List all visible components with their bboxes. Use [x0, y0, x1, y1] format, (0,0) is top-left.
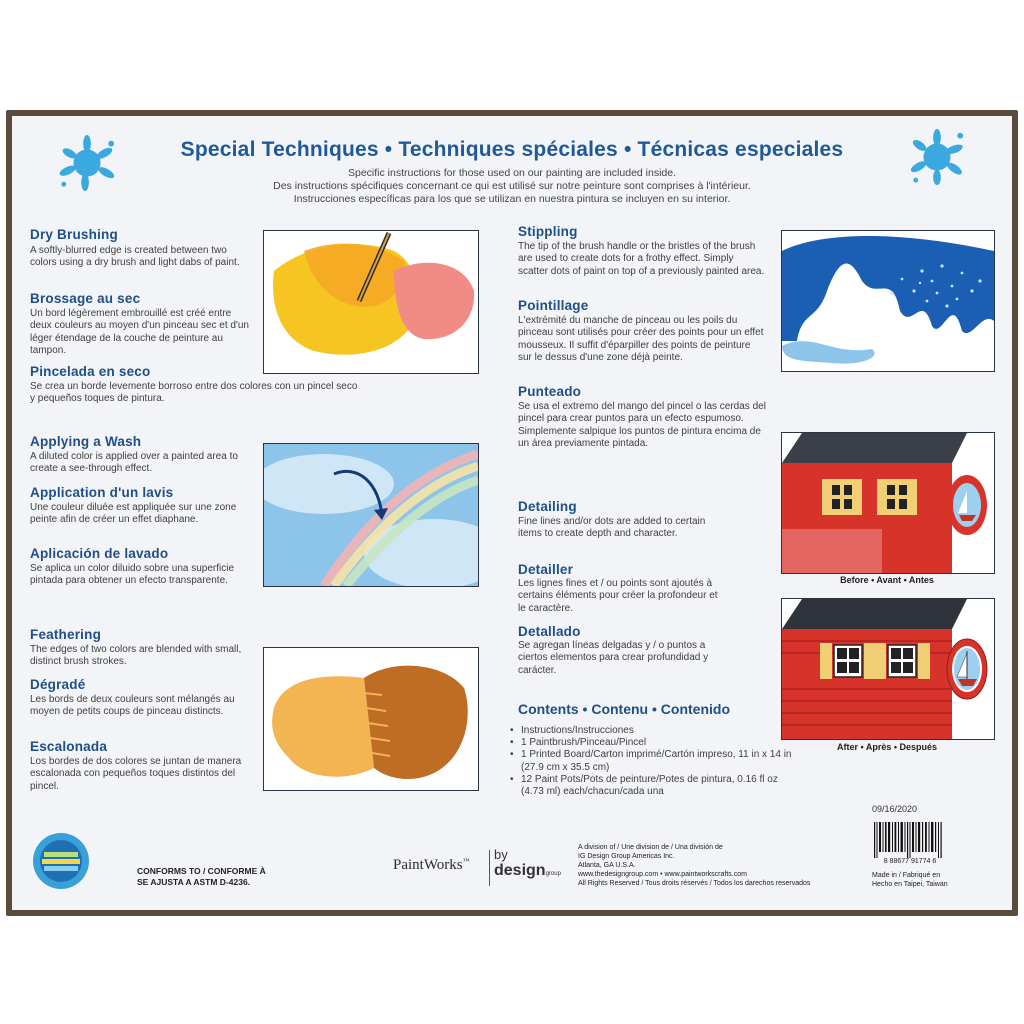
contents-heading: Contents • Contenu • Contenido — [518, 701, 730, 717]
pointillage-heading: Pointillage — [518, 298, 589, 313]
barcode — [872, 822, 944, 858]
page-title: Special Techniques • Techniques spéciales • Técnicas especiales — [180, 138, 844, 161]
feathering-heading: Feathering — [30, 627, 102, 642]
subtitle-fr: Des instructions spécifiques concernant ce qui est utilisé sur notre peinture sont comprises à l'intérieur. — [273, 180, 751, 192]
stippling-text: The tip of the brush handle or the bristles of the brush are used to create dots for a frothy effect. Simply scatter dots of paint on top of a previously painted area. — [518, 241, 765, 277]
language-badge-icon — [32, 832, 90, 890]
punteado-heading: Punteado — [518, 384, 582, 399]
brossage-heading: Brossage au sec — [30, 291, 141, 306]
lavis-text: Une couleur diluée est appliquée sur une zone peinte afin de créer un effet diaphane. — [30, 502, 237, 526]
dry-brushing-heading: Dry Brushing — [30, 227, 118, 242]
caption-before: Before • Avant • Antes — [840, 575, 934, 585]
wash-illustration — [263, 443, 479, 587]
detailler-text: Les lignes fines et / ou points sont ajoutés à certains éléments pour créer la profondeur et le caractère. — [518, 578, 718, 614]
dry-brushing-text: A softly-blurred edge is created between two colors using a dry brush and light dabs of paint. — [30, 245, 240, 269]
design-group-word: group — [545, 871, 561, 877]
wash-text: A diluted color is applied over a painted area to create a see-through effect. — [30, 451, 238, 475]
detailing-heading: Detailing — [518, 499, 577, 514]
detailing-text: Fine lines and/or dots are added to certain items to create depth and character. — [518, 516, 706, 540]
feathering-text: The edges of two colors are blended with small, distinct brush strokes. — [30, 644, 242, 668]
subtitle-es: Instrucciones específicas para los que se utilizan en nuestra pintura se incluyen en su interior. — [293, 193, 731, 205]
caption-after: After • Après • Después — [837, 742, 937, 752]
degrade-text: Les bords de deux couleurs sont mélangés au moyen de petits coups de pinceau distincts. — [30, 694, 235, 718]
escalonada-heading: Escalonada — [30, 739, 108, 754]
detailler-heading: Detailler — [518, 562, 574, 577]
brand-divider — [489, 850, 490, 886]
pincelada-text: Se crea un borde levemente borroso entre dos colores con un pincel seco y pequeños toques de pintura. — [30, 381, 358, 405]
brand-logo — [393, 857, 470, 874]
brossage-text: Un bord légèrement embrouillé est créé entre deux couleurs au moyen d'un pinceau sec et d'un léger étendage de la couche de peinture au tampon. — [30, 308, 249, 357]
date-code: 09/16/2020 — [872, 804, 918, 814]
detallado-heading: Detallado — [518, 624, 581, 639]
stippling-heading: Stippling — [518, 224, 578, 239]
detallado-text: Se agregan líneas delgadas y / o puntos a ciertos elementos para crear profundidad y carácter. — [518, 640, 709, 676]
lavado-heading: Aplicación de lavado — [30, 546, 169, 561]
pincelada-heading: Pincelada en seco — [30, 364, 151, 379]
contents-list — [510, 725, 800, 798]
design-logo — [494, 862, 561, 880]
feathering-illustration — [263, 647, 479, 791]
wash-heading: Applying a Wash — [30, 434, 142, 449]
brand-name: PaintWorks — [393, 857, 463, 873]
brand-tm: ™ — [462, 857, 470, 865]
contents-item: • 12 Paint Pots/Pots de peinture/Potes de pintura, 0.16 fl oz (4.73 ml) each/chacun/cada una — [510, 774, 800, 798]
pointillage-text: L'extrémité du manche de pinceau ou les poils du pinceau sont utilisés pour créer des points pour un effet mousseux. Il suffit d'éparpiller des points de peinture sur le dessus d'une zone déjà peinte. — [518, 315, 764, 364]
subtitle-en: Specific instructions for those used on our painting are included inside. — [347, 167, 677, 179]
astm-notice: CONFORMS TO / CONFORME À SE AJUSTA A ASTM D-4236. — [137, 866, 266, 887]
contents-item: • 1 Paintbrush/Pinceau/Pincel — [510, 737, 800, 749]
company-info: A division of / Une division de / Una división de IG Design Group Americas Inc. Atlanta, GA U.S.A. www.thedesigngroup.com • www.paintworkscrafts.com All Rights Reserved / Tous droits réservés / Todos los darechos reservados — [578, 844, 811, 887]
degrade-heading: Dégradé — [30, 677, 86, 692]
made-in: Made in / Fabriqué en Hecho en Taipei, Taiwan — [872, 872, 948, 888]
contents-item: • 1 Printed Board/Carton imprimé/Cartón impreso, 11 in x 14 in (27.9 cm x 35.5 cm) — [510, 749, 800, 773]
lavado-text: Se aplica un color diluido sobre una superficie pintada para obtener un efecto transparente. — [30, 563, 235, 587]
contents-item: • Instructions/Instrucciones — [510, 725, 800, 737]
lavis-heading: Application d'un lavis — [30, 485, 174, 500]
escalonada-text: Los bordes de dos colores se juntan de manera escalonada con pequeños toques distintos del pincel. — [30, 756, 242, 792]
brand-by: by — [494, 847, 508, 862]
stippling-illustration — [781, 230, 995, 372]
detailing-before-illustration — [781, 432, 995, 574]
dry-brushing-illustration — [263, 230, 479, 374]
barcode-number: 8 88677 91774 6 — [883, 858, 937, 865]
design-word: design — [494, 862, 546, 879]
detailing-after-illustration — [781, 598, 995, 740]
punteado-text: Se usa el extremo del mango del pincel o las cerdas del pincel para crear puntos para un efecto espumoso. Simplemente salpique los puntos de pintura encima de un área previamente pintada. — [518, 401, 766, 450]
